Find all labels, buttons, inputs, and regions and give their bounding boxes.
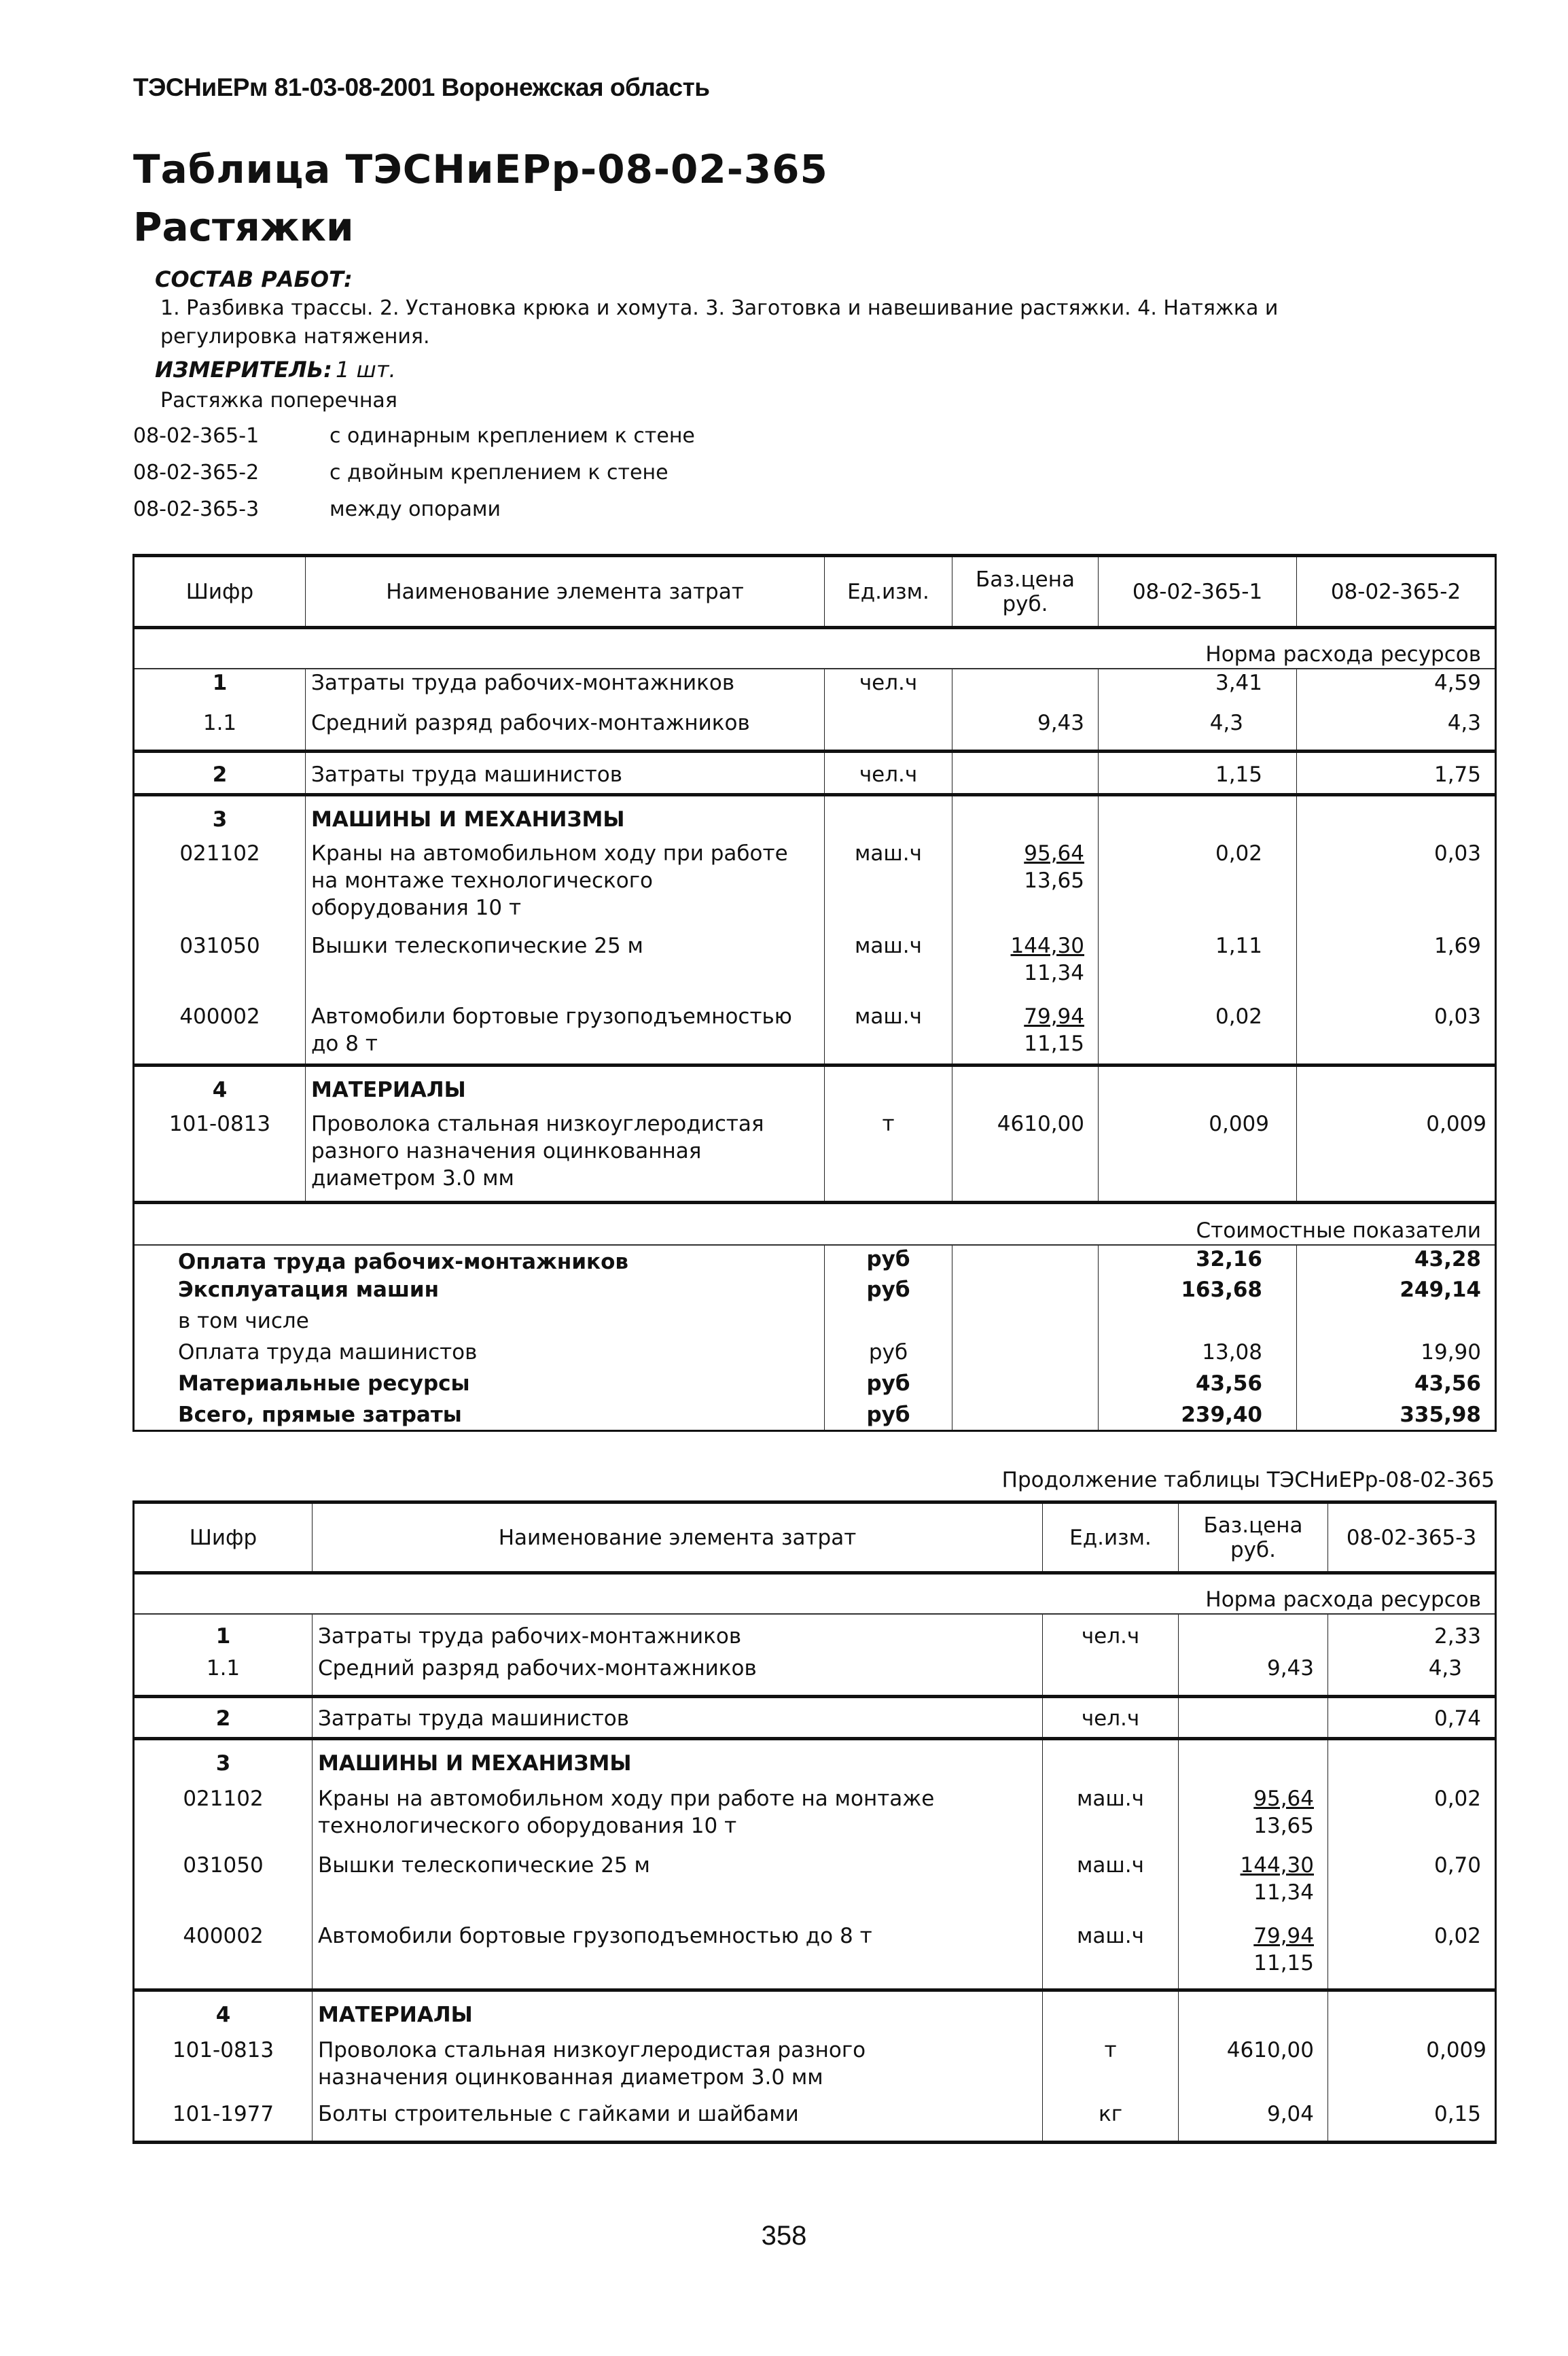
table-row	[134, 1852, 1496, 1922]
cost-label: Всего, прямые затраты	[178, 1402, 462, 1427]
variant-desc-3: между опорами	[329, 497, 501, 521]
cost-value-1: 13,08	[1099, 1339, 1297, 1370]
row-unit: чел.ч	[825, 752, 952, 795]
row-value-1: 1,15	[1099, 752, 1297, 795]
row-code: 3	[212, 807, 228, 832]
row-name: МАШИНЫ И МЕХАНИЗМЫ	[306, 795, 825, 836]
row-code: 021102	[183, 1786, 264, 1811]
cost-unit: руб	[825, 1401, 952, 1431]
row-name: Болты строительные с гайками и шайбами	[313, 2100, 1043, 2143]
header-price-line1: Баз.цена	[975, 567, 1075, 592]
cost-value-2: 249,14	[1297, 1276, 1496, 1307]
row-code: 2	[212, 762, 228, 787]
row-value: 4,3	[1328, 1655, 1496, 1697]
row-code: 2	[215, 1706, 231, 1731]
resource-table-1	[132, 554, 1497, 1432]
header-name: Наименование элемента затрат	[306, 556, 825, 628]
row-value-1: 0,02	[1099, 1003, 1297, 1066]
cost-row	[134, 1307, 1496, 1339]
row-name: Затраты труда рабочих-монтажников	[313, 1614, 1043, 1655]
row-unit: чел.ч	[1043, 1614, 1179, 1655]
subgroup-label: Растяжка поперечная	[160, 389, 397, 412]
row-value-1: 3,41	[1099, 669, 1297, 709]
cost-value-2	[1297, 1307, 1496, 1339]
row-unit: маш.ч	[1043, 1922, 1179, 1990]
row-value-2: 1,69	[1297, 932, 1496, 1003]
table-title: Таблица ТЭСНиЕРр-08-02-365	[133, 146, 828, 192]
norm-section-label: Норма расхода ресурсов	[1205, 1587, 1481, 1612]
cost-row	[134, 1245, 1496, 1276]
row-value: 0,74	[1328, 1697, 1496, 1739]
row-unit: т	[1043, 2033, 1179, 2100]
row-name: МАШИНЫ И МЕХАНИЗМЫ	[313, 1739, 1043, 1781]
header-price-line2: руб.	[1002, 591, 1048, 616]
work-composition-label: СОСТАВ РАБОТ:	[155, 266, 353, 292]
cost-value-1: 43,56	[1099, 1370, 1297, 1401]
row-name: Краны на автомобильном ходу при работе на монтаже технологического оборудования 10 т	[306, 836, 825, 932]
resource-table-2	[132, 1500, 1497, 2144]
row-code: 4	[212, 1078, 228, 1102]
row-value: 0,009	[1328, 2033, 1496, 2100]
row-code: 1	[215, 1623, 231, 1649]
norm-section-row	[134, 1573, 1496, 1614]
row-value: 2,33	[1328, 1614, 1496, 1655]
row-code: 031050	[179, 933, 260, 958]
table-row	[134, 1781, 1496, 1852]
row-value-2: 0,03	[1297, 1003, 1496, 1066]
row-unit: чел.ч	[825, 669, 952, 709]
header-name: Наименование элемента затрат	[313, 1502, 1043, 1573]
work-composition-line2: регулировка натяжения.	[160, 325, 430, 349]
row-price: 95,64 13,65	[1179, 1781, 1328, 1852]
row-price: 79,94 11,15	[952, 1003, 1099, 1066]
row-value-2: 4,3	[1297, 709, 1496, 752]
row-unit: т	[825, 1106, 952, 1203]
header-col-1: 08-02-365-1	[1099, 556, 1297, 628]
row-name: Автомобили бортовые грузоподъемностью до 8 т	[306, 1003, 825, 1066]
row-name: МАТЕРИАЛЫ	[306, 1066, 825, 1106]
variant-code-1: 08-02-365-1	[133, 424, 260, 448]
row-code: 031050	[183, 1852, 264, 1878]
row-code: 1	[212, 670, 228, 695]
work-composition-line1: 1. Разбивка трассы. 2. Установка крюка и хомута. 3. Заготовка и навешивание растяжки. 4. Натяжка и	[160, 296, 1279, 320]
row-code: 101-1977	[172, 2101, 274, 2126]
row-name: Проволока стальная низкоуглеродистая разного назначения оцинкованная диаметром 3.0 мм	[306, 1106, 825, 1203]
row-code: 3	[215, 1751, 231, 1776]
header-price-line1: Баз.цена	[1203, 1513, 1303, 1538]
section-title: Растяжки	[133, 204, 354, 250]
row-name: МАТЕРИАЛЫ	[313, 1990, 1043, 2033]
row-name: Затраты труда машинистов	[306, 752, 825, 795]
table-row	[134, 1655, 1496, 1697]
variant-code-2: 08-02-365-2	[133, 461, 260, 485]
cost-row	[134, 1370, 1496, 1401]
row-price: 4610,00	[952, 1106, 1099, 1203]
row-name: Затраты труда машинистов	[313, 1697, 1043, 1739]
row-price: 95,64 13,65	[952, 836, 1099, 932]
row-name: Проволока стальная низкоуглеродистая разного назначения оцинкованная диаметром 3.0 мм	[313, 2033, 1043, 2100]
row-name: Затраты труда рабочих-монтажников	[306, 669, 825, 709]
row-code: 101-0813	[172, 2037, 274, 2062]
row-value-2: 0,009	[1297, 1106, 1496, 1203]
section-row-machines	[134, 795, 1496, 836]
cost-row	[134, 1276, 1496, 1307]
row-value-1: 0,009	[1099, 1106, 1297, 1203]
header-price	[1179, 1502, 1328, 1573]
row-value-1: 4,3	[1099, 709, 1297, 752]
cost-label: Оплата труда машинистов	[178, 1339, 478, 1365]
cost-value-2: 335,98	[1297, 1401, 1496, 1431]
row-price	[952, 669, 1099, 709]
row-value: 0,02	[1328, 1922, 1496, 1990]
variant-code-3: 08-02-365-3	[133, 497, 260, 521]
cost-row	[134, 1339, 1496, 1370]
row-code: 1.1	[202, 710, 237, 735]
header-col-2: 08-02-365-2	[1297, 556, 1496, 628]
section-row-machines	[134, 1739, 1496, 1781]
row-value: 0,15	[1328, 2100, 1496, 2143]
row-price: 144,30 11,34	[1179, 1852, 1328, 1922]
row-price: 79,94 11,15	[1179, 1922, 1328, 1990]
cost-value-2: 19,90	[1297, 1339, 1496, 1370]
cost-value-2: 43,28	[1297, 1245, 1496, 1276]
row-value-2: 0,03	[1297, 836, 1496, 932]
table-row	[134, 669, 1496, 709]
table-row	[134, 1614, 1496, 1655]
row-price: 144,30 11,34	[952, 932, 1099, 1003]
row-unit: маш.ч	[1043, 1781, 1179, 1852]
header-code: Шифр	[185, 579, 254, 604]
table-row	[134, 1003, 1496, 1066]
table-row	[134, 1922, 1496, 1990]
row-name: Вышки телескопические 25 м	[313, 1852, 1043, 1922]
header-price	[952, 556, 1099, 628]
cost-unit: руб	[825, 1339, 952, 1370]
row-value: 0,70	[1328, 1852, 1496, 1922]
cost-section-row	[134, 1203, 1496, 1245]
variant-desc-2: с двойным креплением к стене	[329, 461, 669, 485]
norm-section-label: Норма расхода ресурсов	[1205, 641, 1481, 667]
table-row	[134, 1106, 1496, 1203]
continuation-caption: Продолжение таблицы ТЭСНиЕРр-08-02-365	[1001, 1468, 1495, 1492]
row-price	[1179, 1614, 1328, 1655]
cost-label: в том числе	[178, 1308, 309, 1333]
measure-value: 1 шт.	[336, 357, 396, 383]
row-name: Вышки телескопические 25 м	[306, 932, 825, 1003]
norm-section-row	[134, 628, 1496, 669]
row-name: Средний разряд рабочих-монтажников	[306, 709, 825, 752]
row-name: Краны на автомобильном ходу при работе на монтаже технологического оборудования 10 т	[313, 1781, 1043, 1852]
row-price: 4610,00	[1179, 2033, 1328, 2100]
cost-unit: руб	[825, 1370, 952, 1401]
section-row-materials	[134, 1066, 1496, 1106]
row-value-2: 1,75	[1297, 752, 1496, 795]
row-price: 9,43	[952, 709, 1099, 752]
header-price-line2: руб.	[1230, 1537, 1276, 1562]
row-unit: маш.ч	[825, 1003, 952, 1066]
table-row	[134, 2033, 1496, 2100]
row-unit: маш.ч	[1043, 1852, 1179, 1922]
section-row-materials	[134, 1990, 1496, 2033]
row-value-1: 0,02	[1099, 836, 1297, 932]
row-name: Средний разряд рабочих-монтажников	[313, 1655, 1043, 1697]
row-code: 400002	[183, 1923, 264, 1948]
row-price: 9,04	[1179, 2100, 1328, 2143]
row-value-2: 4,59	[1297, 669, 1496, 709]
row-price	[952, 752, 1099, 795]
row-code: 4	[215, 2003, 231, 2027]
page-number: 358	[761, 2221, 807, 2251]
cost-value-1: 239,40	[1099, 1401, 1297, 1431]
cost-row	[134, 1401, 1496, 1431]
row-code: 101-0813	[168, 1111, 271, 1136]
header-col-3: 08-02-365-3	[1328, 1502, 1496, 1573]
row-name: Автомобили бортовые грузоподъемностью до 8 т	[313, 1922, 1043, 1990]
measure-line	[155, 357, 396, 383]
cost-unit: руб	[825, 1276, 952, 1307]
cost-value-2: 43,56	[1297, 1370, 1496, 1401]
variant-desc-1: с одинарным креплением к стене	[329, 424, 695, 448]
page-header: ТЭСНиЕРм 81-03-08-2001 Воронежская область	[133, 73, 710, 101]
row-unit: кг	[1043, 2100, 1179, 2143]
table-row	[134, 836, 1496, 932]
cost-value-1: 163,68	[1099, 1276, 1297, 1307]
table-row	[134, 932, 1496, 1003]
row-unit: чел.ч	[1043, 1697, 1179, 1739]
cost-unit: руб	[825, 1245, 952, 1276]
header-unit: Ед.изм.	[1043, 1502, 1179, 1573]
cost-value-1: 32,16	[1099, 1245, 1297, 1276]
cost-label: Материальные ресурсы	[178, 1371, 470, 1396]
row-code: 021102	[179, 841, 260, 866]
row-unit: маш.ч	[825, 836, 952, 932]
row-value: 0,02	[1328, 1781, 1496, 1852]
measure-label: ИЗМЕРИТЕЛЬ:	[155, 357, 332, 383]
table-row	[134, 752, 1496, 795]
cost-section-label: Стоимостные показатели	[1196, 1218, 1481, 1243]
row-unit	[825, 709, 952, 752]
table1-header-row	[134, 556, 1496, 628]
row-value-1: 1,11	[1099, 932, 1297, 1003]
cost-value-1	[1099, 1307, 1297, 1339]
row-code: 1.1	[206, 1655, 240, 1681]
cost-label: Эксплуатация машин	[178, 1277, 440, 1302]
table2-header-row	[134, 1502, 1496, 1573]
row-price	[1179, 1697, 1328, 1739]
row-unit: маш.ч	[825, 932, 952, 1003]
table-row	[134, 709, 1496, 752]
table-row	[134, 2100, 1496, 2143]
row-code: 400002	[179, 1004, 260, 1029]
row-unit	[1043, 1655, 1179, 1697]
header-unit: Ед.изм.	[825, 556, 952, 628]
cost-label: Оплата труда рабочих-монтажников	[178, 1249, 628, 1274]
header-code: Шифр	[189, 1525, 257, 1550]
row-price: 9,43	[1179, 1655, 1328, 1697]
cost-unit	[825, 1307, 952, 1339]
table-row	[134, 1697, 1496, 1739]
